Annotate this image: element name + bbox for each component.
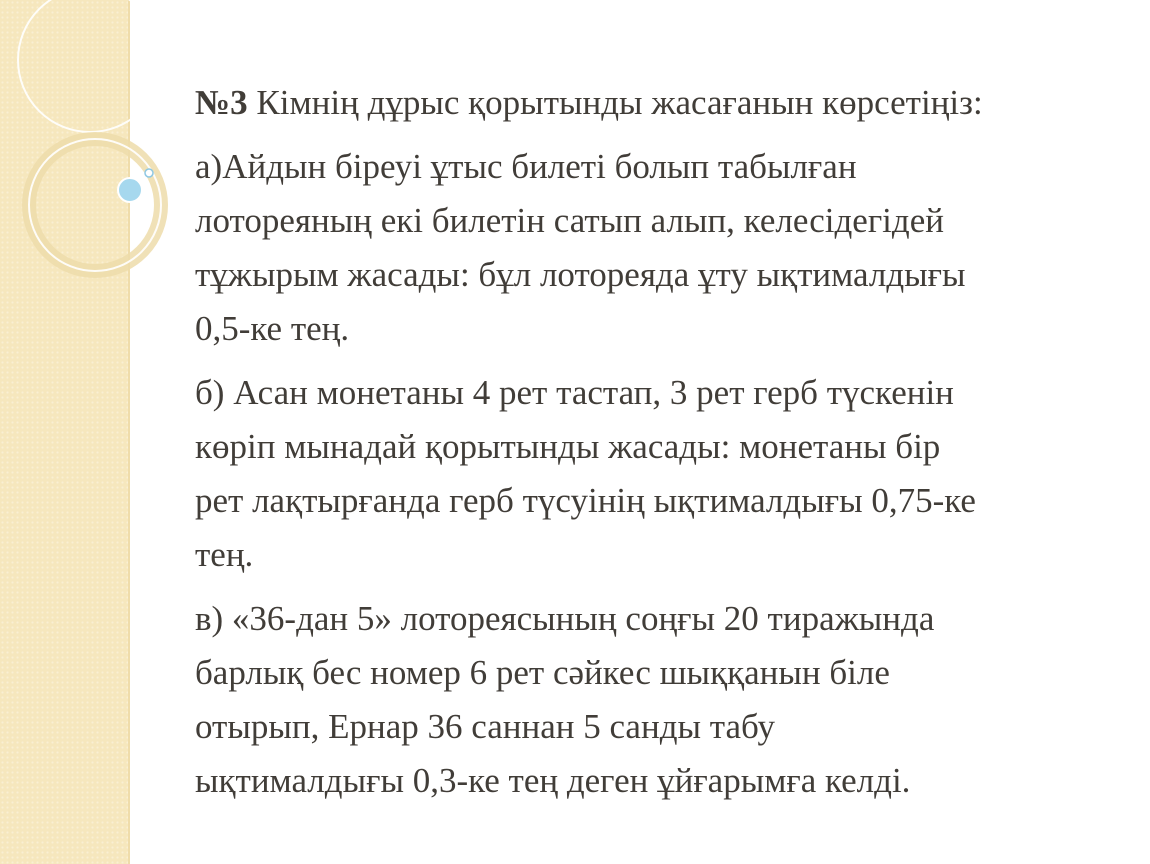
item-a [195,140,1105,356]
small-bubble [145,169,153,177]
decorative-circles [0,0,200,320]
slide-content [195,76,1105,818]
task-number: №3 [195,83,248,122]
item-c-line-4: ықтималдығы 0,3-ке тең деген ұйғарымға келді. [195,761,911,800]
item-b-line-4: тең. [195,535,254,574]
task-heading-text: Кімнің дұрыс қорытынды жасағанын көрсетіңіз: [247,83,983,122]
task-heading [195,76,1105,130]
item-b-line-2: көріп мынадай қорытынды жасады: монетаны бір [195,427,941,466]
blue-bubble [118,178,142,202]
item-b-line-3: рет лақтырғанда герб түсуінің ықтималдығы 0,75-ке [195,481,976,520]
item-b-line-1: б) Асан монетаны 4 рет тастап, 3 рет герб түскенін [195,373,954,412]
item-c-line-1: в) «36-дан 5» лотореясының соңғы 20 тиражында [195,599,935,638]
item-a-line-3: тұжырым жасады: бұл лотореяда ұту ықтималдығы [195,255,966,294]
item-c-line-3: отырып, Ернар 36 саннан 5 санды табу [195,707,775,746]
item-a-line-1: а)Айдын біреуі ұтыс билеті болып табылған [195,147,857,186]
item-b [195,366,1105,582]
item-c [195,592,1105,808]
item-a-line-4: 0,5-ке тең. [195,309,350,348]
large-ring [18,0,162,132]
item-c-line-2: барлық бес номер 6 рет сәйкес шыққанын біле [195,653,890,692]
medium-ring-inner [29,139,161,271]
item-a-line-2: лотореяның екі билетін сатып алып, келесідегідей [195,201,944,240]
